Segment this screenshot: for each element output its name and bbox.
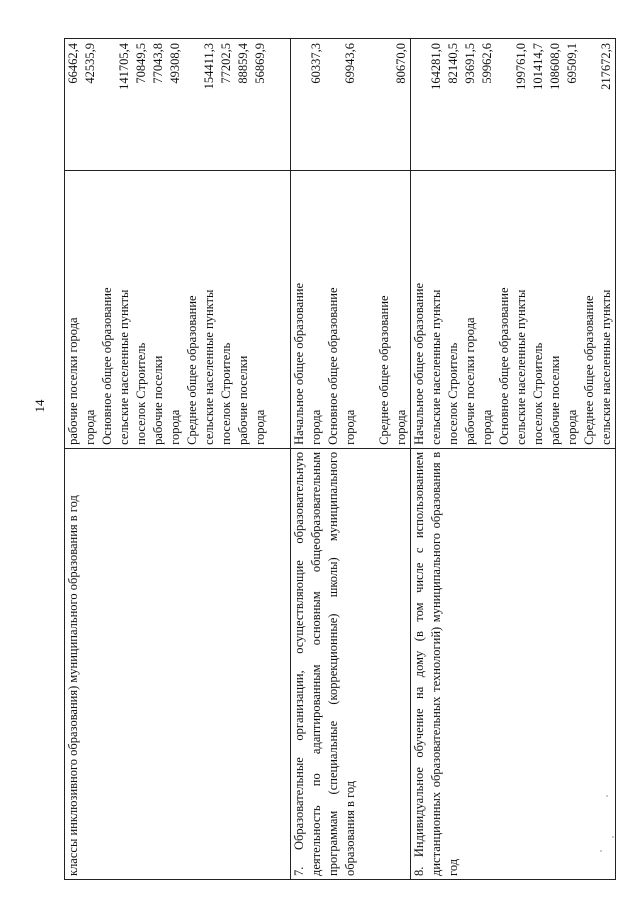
item-value: 42535,9 [83, 43, 97, 84]
spacer [359, 43, 376, 167]
item-label: города [343, 409, 357, 445]
item-label: города [565, 409, 579, 445]
item-value: 88859,4 [236, 43, 250, 84]
item-value: 70849,5 [134, 43, 148, 84]
value-cell [291, 39, 411, 171]
item-value: 59962,6 [480, 43, 494, 84]
item-value: 80670,0 [394, 43, 408, 84]
item-value: 66462,4 [66, 43, 80, 84]
item-label: Основное общее образование [497, 287, 511, 445]
item-value: 154411,3 [202, 43, 216, 90]
scan-speck [612, 836, 614, 838]
scan-speck [606, 795, 608, 797]
item-label: города [83, 409, 97, 445]
item-label: рабочие поселки [151, 355, 165, 445]
item-value [496, 43, 513, 167]
item-label: Среднее общее образование [185, 295, 199, 445]
item-label: поселок Строитель [531, 342, 545, 445]
item-label: сельские населенные пункты [117, 289, 131, 445]
item-label: поселок Строитель [219, 342, 233, 445]
item-label: города [168, 409, 182, 445]
item-value: 164281,0 [429, 43, 443, 90]
item-value: 49308,0 [168, 43, 182, 84]
item-label: города [480, 409, 494, 445]
table-row [411, 39, 616, 880]
item-label: Основное общее образование [100, 287, 114, 445]
item-value: 56869,9 [253, 43, 267, 84]
item-label: Начальное общее образование [412, 282, 426, 445]
scan-speck [600, 850, 602, 852]
table-sheet [64, 38, 613, 880]
page-number: 14 [32, 399, 47, 413]
item-value: 77043,8 [151, 43, 165, 84]
label-cell [65, 170, 291, 448]
item-label: Среднее общее образование [582, 295, 596, 445]
item-value: 77202,5 [219, 43, 233, 84]
item-label: города [253, 409, 267, 445]
item-label: Начальное общее образование [292, 282, 306, 445]
item-label: поселок Строитель [446, 342, 460, 445]
item-value [184, 43, 201, 167]
item-value: 101414,7 [531, 43, 545, 90]
item-label: города [394, 409, 408, 445]
item-label: сельские населенные пункты [514, 289, 528, 445]
item-label: рабочие поселки города [66, 317, 80, 445]
item-value [411, 43, 428, 167]
section-cell: 8. Индивидуальное обучение на дому (в том числе с использованием дистанционных образовательных технологий) муниципального образования в год [411, 448, 616, 879]
item-label: сельские населенные пункты [599, 289, 613, 445]
item-value [325, 43, 342, 167]
item-value: 217672,3 [599, 43, 613, 90]
item-value: 69509,1 [565, 43, 579, 84]
item-value: 60337,3 [309, 43, 323, 84]
item-value: 141705,4 [117, 43, 131, 90]
item-value: 93691,5 [463, 43, 477, 84]
item-value [291, 43, 308, 167]
item-label: Основное общее образование [326, 287, 340, 445]
rotated-page [64, 38, 613, 880]
value-cell [411, 39, 616, 171]
item-value: 199761,0 [514, 43, 528, 90]
item-label: рабочие поселки [236, 355, 250, 445]
item-value [581, 43, 598, 167]
item-label: Среднее общее образование [377, 295, 391, 445]
item-value [376, 43, 393, 167]
table-row [291, 39, 411, 880]
section-cell: классы инклюзивного образования) муниципального образования в год [65, 448, 291, 879]
item-label: поселок Строитель [134, 342, 148, 445]
tariff-table [64, 38, 616, 880]
item-label: сельские населенные пункты [202, 289, 216, 445]
item-value [99, 43, 116, 167]
item-label: рабочие поселки [548, 355, 562, 445]
item-value: 69943,6 [343, 43, 357, 84]
label-cell [411, 170, 616, 448]
item-label: рабочие поселки города [463, 317, 477, 445]
table-row [65, 39, 291, 880]
label-cell [291, 170, 411, 448]
item-value: 82140,5 [446, 43, 460, 84]
item-label: города [309, 409, 323, 445]
value-cell [65, 39, 291, 171]
item-value: 108608,0 [548, 43, 562, 90]
section-cell: 7. Образовательные организации, осуществляющие образовательную деятельность по адаптированным основным общеобразовательным программам (специальные (коррекционные) школы) муниципального образования в год [291, 448, 411, 879]
item-label: сельские населенные пункты [429, 289, 443, 445]
spacer [359, 174, 376, 445]
